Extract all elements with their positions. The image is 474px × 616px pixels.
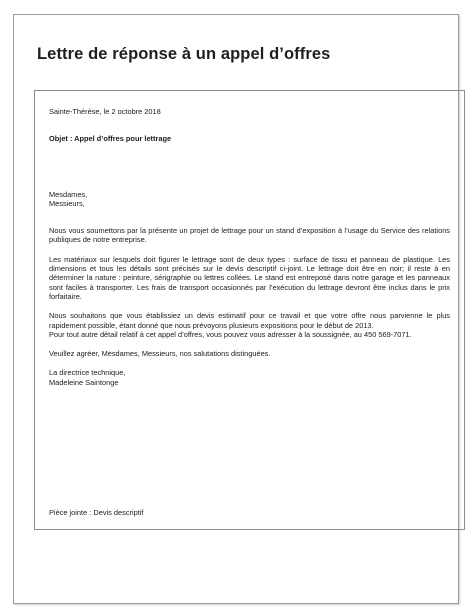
paragraph-materials: Les matériaux sur lesquels doit figurer le lettrage sont de deux types : surface de tissu et panneau de plastique. Les dimensions et tous les détails sont précisés sur le devis descriptif ci-joint. Le lettrage doit être en noir; il reste à en déterminer la nature : peinture, sérigraphie ou lettres collées. Le stand est entreposé dans notre garage et les panneaux sont faciles à transporter. Les frais de transport occasionnés par l’exécution du lettrage devront être inclus dans le prix forfaitaire. (49, 254, 450, 301)
paragraph-contact: Pour tout autre détail relatif à cet appel d’offres, vous pouvez vous adresser à la soussignée, au 450 569-7071. (49, 329, 412, 339)
salutation-line-1: Mesdames, (49, 189, 88, 199)
signature-title: La directrice technique, (49, 368, 126, 378)
subject-line: Objet : Appel d’offres pour lettrage (49, 134, 172, 144)
attachment-line: Pièce jointe : Devis descriptif (49, 507, 144, 517)
paragraph-request: Nous souhaitons que vous établissiez un devis estimatif pour ce travail et que votre offre nous parvienne le plus rapidement possible, étant donné que nous prévoyons plusieurs expositions pour le début de 2013. (49, 311, 450, 330)
signature-name: Madeleine Saintonge (49, 377, 119, 387)
date-line: Sainte-Thérèse, le 2 octobre 2018 (49, 107, 161, 116)
document-page (13, 14, 459, 604)
salutation-line-2: Messieurs, (49, 198, 85, 208)
letter-body (34, 90, 465, 530)
document-title: Lettre de réponse à un appel d’offres (37, 45, 331, 63)
paragraph-intro: Nous vous soumettons par la présente un projet de lettrage pour un stand d’exposition à l’usage du Service des relations publiques de notre entreprise. (49, 226, 450, 245)
closing-line: Veuillez agréer, Mesdames, Messieurs, nos salutations distinguées. (49, 349, 271, 359)
